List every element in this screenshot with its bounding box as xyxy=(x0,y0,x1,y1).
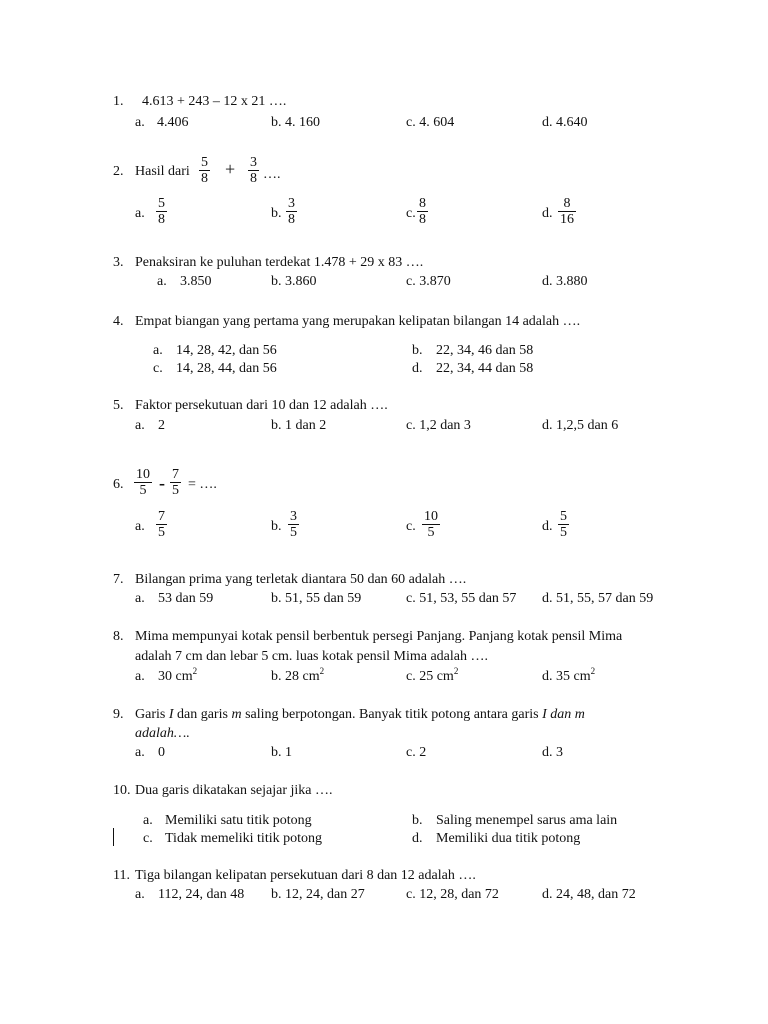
q7-option-a: 53 dan 59 xyxy=(158,591,214,606)
q3-option-a: 3.850 xyxy=(180,274,212,289)
q8-number: 8. xyxy=(113,629,124,644)
q6-fraction-2: $\frac{7}{5}$ xyxy=(172,467,179,498)
q9-option-b: b. 1 xyxy=(271,745,292,760)
q4-option-b-label: b. xyxy=(412,343,423,358)
q4-option-d-label: d. xyxy=(412,361,423,376)
q9-question-line-2: adalah…. xyxy=(135,726,190,741)
q6-tail: = …. xyxy=(188,477,217,492)
text-cursor xyxy=(113,828,114,846)
q10-question: Dua garis dikatakan sejajar jika …. xyxy=(135,783,333,798)
q5-option-d: d. 1,2,5 dan 6 xyxy=(542,418,619,433)
q5-number: 5. xyxy=(113,398,124,413)
q9-option-a: 0 xyxy=(158,745,165,760)
q8-option-a-label: a. xyxy=(135,669,145,684)
q6-option-b-label: b. xyxy=(271,519,282,534)
q1-option-d: d. 4.640 xyxy=(542,115,588,130)
q7-option-a-label: a. xyxy=(135,591,145,606)
q11-option-d: d. 24, 48, dan 72 xyxy=(542,887,636,902)
q9-question-line-1: Garis I dan garis m saling berpotongan. Banyak titik potong antara garis I dan m xyxy=(135,707,585,722)
q6-option-d: $\frac{5}{5}$ xyxy=(560,509,567,540)
q4-option-c-label: c. xyxy=(153,361,163,376)
q10-option-b: Saling menempel sarus ama lain xyxy=(436,813,618,828)
q10-option-a: Memiliki satu titik potong xyxy=(165,813,312,828)
q7-option-c: c. 51, 53, 55 dan 57 xyxy=(406,591,517,606)
q3-question: Penaksiran ke puluhan terdekat 1.478 + 29 x 83 …. xyxy=(135,255,424,270)
q8-option-a: 30 $cm^2$ xyxy=(158,666,198,684)
q5-option-c: c. 1,2 dan 3 xyxy=(406,418,471,433)
q4-option-a-label: a. xyxy=(153,343,163,358)
q6-option-c-label: c. xyxy=(406,519,416,534)
q2-option-a-label: a. xyxy=(135,206,145,221)
q2-option-b-label: b. xyxy=(271,206,282,221)
q1-option-c: c. 4. 604 xyxy=(406,115,455,130)
q2-option-c-label: c. xyxy=(406,206,416,221)
q2-fraction-2: $\frac{3}{8}$ xyxy=(250,155,257,186)
q2-plus-sign: + xyxy=(225,159,236,179)
q3-option-a-label: a. xyxy=(157,274,167,289)
q11-option-b: b. 12, 24, dan 27 xyxy=(271,887,365,902)
q1-number: 1. xyxy=(113,94,124,109)
q6-option-c: $\frac{10}{5}$ xyxy=(424,509,438,540)
q8-option-b: b. 28 $cm^2$ xyxy=(271,666,325,684)
q8-option-c: c. 25 $cm^2$ xyxy=(406,666,459,684)
q4-option-b: 22, 34, 46 dan 58 xyxy=(436,343,534,358)
q3-option-b: b. 3.860 xyxy=(271,274,317,289)
q2-number: 2. xyxy=(113,164,124,179)
q11-question: Tiga bilangan kelipatan persekutuan dari 8 dan 12 adalah …. xyxy=(135,868,476,883)
q10-option-b-label: b. xyxy=(412,813,423,828)
q1-question: 4.613 + 243 – 12 x 21 …. xyxy=(142,94,287,109)
q5-option-b: b. 1 dan 2 xyxy=(271,418,327,433)
q8-option-d: d. 35 $cm^2$ xyxy=(542,666,596,684)
q2-option-b: $\frac{3}{8}$ xyxy=(288,196,295,227)
q9-option-c: c. 2 xyxy=(406,745,427,760)
q5-question: Faktor persekutuan dari 10 dan 12 adalah …. xyxy=(135,398,388,413)
q3-option-d: d. 3.880 xyxy=(542,274,588,289)
q4-option-d: 22, 34, 44 dan 58 xyxy=(436,361,534,376)
q5-option-a: 2 xyxy=(158,418,165,433)
q4-number: 4. xyxy=(113,314,124,329)
q2-fraction-1: $\frac{5}{8}$ xyxy=(201,155,208,186)
q10-option-d: Memiliki dua titik potong xyxy=(436,831,581,846)
q10-option-c-label: c. xyxy=(143,831,153,846)
q6-fraction-1: $\frac{10}{5}$ xyxy=(136,467,150,498)
q1-option-a-label: a. xyxy=(135,115,145,130)
q1-option-b: b. 4. 160 xyxy=(271,115,320,130)
q10-option-c: Tidak memeliki titik potong xyxy=(165,831,322,846)
q3-number: 3. xyxy=(113,255,124,270)
q6-option-a: $\frac{7}{5}$ xyxy=(158,509,165,540)
q2-option-d-label: d. xyxy=(542,206,553,221)
q3-option-c: c. 3.870 xyxy=(406,274,451,289)
q6-number: 6. xyxy=(113,477,124,492)
q4-option-c: 14, 28, 44, dan 56 xyxy=(176,361,277,376)
q6-option-a-label: a. xyxy=(135,519,145,534)
q9-option-a-label: a. xyxy=(135,745,145,760)
q9-number: 9. xyxy=(113,707,124,722)
q11-option-c: c. 12, 28, dan 72 xyxy=(406,887,499,902)
q7-option-d: d. 51, 55, 57 dan 59 xyxy=(542,591,654,606)
q11-option-a-label: a. xyxy=(135,887,145,902)
q6-minus-sign: - xyxy=(159,473,165,493)
q7-question: Bilangan prima yang terletak diantara 50 dan 60 adalah …. xyxy=(135,572,467,587)
q4-option-a: 14, 28, 42, dan 56 xyxy=(176,343,277,358)
q2-option-d: $\frac{8}{16}$ xyxy=(560,196,574,227)
q5-option-a-label: a. xyxy=(135,418,145,433)
q6-option-b: $\frac{3}{5}$ xyxy=(290,509,297,540)
q1-option-a: 4.406 xyxy=(157,115,189,130)
q2-option-c: $\frac{8}{8}$ xyxy=(419,196,426,227)
q11-option-a: 112, 24, dan 48 xyxy=(158,887,245,902)
q9-option-d: d. 3 xyxy=(542,745,563,760)
q7-number: 7. xyxy=(113,572,124,587)
q10-option-d-label: d. xyxy=(412,831,423,846)
q10-option-a-label: a. xyxy=(143,813,153,828)
q2-option-a: $\frac{5}{8}$ xyxy=(158,196,165,227)
q2-tail: …. xyxy=(263,167,281,182)
q10-number: 10. xyxy=(113,783,131,798)
q6-option-d-label: d. xyxy=(542,519,553,534)
q7-option-b: b. 51, 55 dan 59 xyxy=(271,591,362,606)
q2-question: Hasil dari xyxy=(135,164,190,179)
q8-question-line-2: adalah 7 cm dan lebar 5 cm. luas kotak pensil Mima adalah …. xyxy=(135,649,489,664)
q4-question: Empat biangan yang pertama yang merupakan kelipatan bilangan 14 adalah …. xyxy=(135,314,581,329)
q8-question-line-1: Mima mempunyai kotak pensil berbentuk persegi Panjang. Panjang kotak pensil Mima xyxy=(135,629,623,644)
q11-number: 11. xyxy=(113,868,130,883)
